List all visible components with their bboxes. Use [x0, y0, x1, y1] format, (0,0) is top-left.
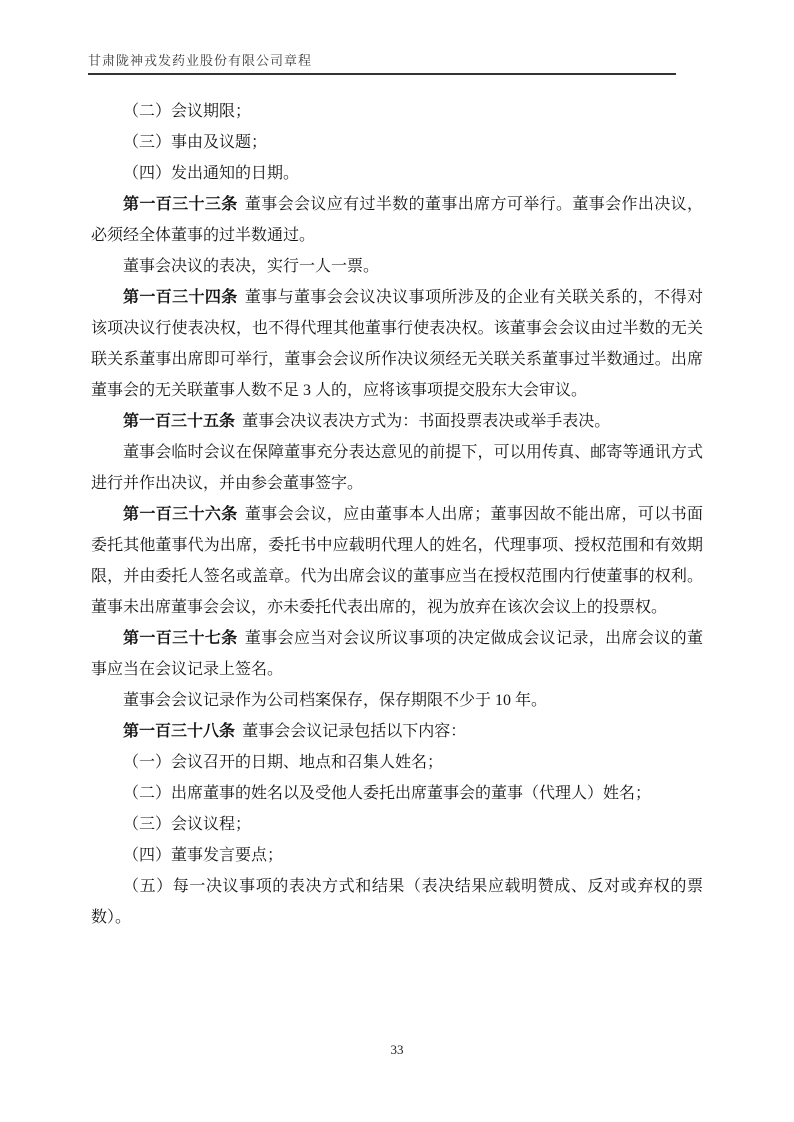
paragraph-text: （三）会议议程； [123, 816, 252, 833]
article-number: 第一百三十七条 [123, 630, 238, 647]
paragraph [91, 716, 703, 747]
paragraph-text: 董事会会议记录包括以下内容： [242, 723, 467, 740]
paragraph-text: （一）会议召开的日期、地点和召集人姓名； [123, 754, 444, 771]
paragraph-text: 董事与董事会会议决议事项所涉及的企业有关联关系的，不得对该项决议行使表决权，也不得代理其他董事行使表决权。该董事会会议由过半数的无关联关系董事出席即可举行，董事会会议所作决议须经无关联关系董事过半数通过。出席董事会的无关联董事人数不足 3 人的，应将该事项提交股东大会审议。 [91, 289, 703, 399]
paragraph [91, 747, 703, 778]
paragraph [91, 158, 703, 189]
paragraph-text: （四）发出通知的日期。 [123, 165, 300, 182]
paragraph [91, 127, 703, 158]
paragraph [91, 406, 703, 437]
paragraph [91, 499, 703, 623]
page-number: 33 [390, 1042, 404, 1057]
paragraph [91, 623, 703, 685]
paragraph [91, 251, 703, 282]
paragraph [91, 840, 703, 871]
article-number: 第一百三十三条 [123, 196, 238, 213]
article-number: 第一百三十五条 [123, 413, 236, 430]
paragraph [91, 437, 703, 499]
article-number: 第一百三十四条 [123, 289, 238, 306]
paragraph-text: 董事会会议，应由董事本人出席；董事因故不能出席，可以书面委托其他董事代为出席，委托书中应载明代理人的姓名，代理事项、授权范围和有效期限，并由委托人签名或盖章。代为出席会议的董事应当在授权范围内行使董事的权利。董事未出席董事会会议，亦未委托代表出席的，视为放弃在该次会议上的投票权。 [91, 506, 703, 616]
article-number: 第一百三十八条 [123, 723, 236, 740]
paragraph-text: 董事会决议的表决，实行一人一票。 [123, 258, 380, 275]
paragraph-text: （三）事由及议题； [123, 134, 268, 151]
paragraph [91, 282, 703, 406]
paragraph-text: 董事会会议记录作为公司档案保存，保存期限不少于 10 年。 [123, 692, 548, 709]
paragraph [91, 871, 703, 933]
paragraph [91, 189, 703, 251]
document-body [91, 96, 703, 933]
paragraph [91, 778, 703, 809]
paragraph-text: （二）会议期限； [123, 103, 252, 120]
paragraph [91, 685, 703, 716]
paragraph-text: （四）董事发言要点； [123, 847, 284, 864]
paragraph [91, 809, 703, 840]
paragraph-text: （二）出席董事的姓名以及受他人委托出席董事会的董事（代理人）姓名； [123, 785, 652, 802]
page-footer [0, 1041, 794, 1059]
paragraph-text: 董事会会议应有过半数的董事出席方可举行。董事会作出决议，必须经全体董事的过半数通过。 [91, 196, 703, 244]
paragraph-text: 董事会临时会议在保障董事充分表达意见的前提下，可以用传真、邮寄等通讯方式进行并作出决议，并由参会董事签字。 [91, 444, 703, 492]
header-title: 甘肃陇神戎发药业股份有限公司章程 [88, 53, 313, 68]
paragraph-text: 董事会决议表决方式为：书面投票表决或举手表决。 [242, 413, 611, 430]
page-header [88, 50, 676, 75]
article-number: 第一百三十六条 [123, 506, 238, 523]
paragraph-text: （五）每一决议事项的表决方式和结果（表决结果应载明赞成、反对或弃权的票数）。 [91, 878, 703, 926]
paragraph-text: 董事会应当对会议所议事项的决定做成会议记录，出席会议的董事应当在会议记录上签名。 [91, 630, 703, 678]
paragraph [91, 96, 703, 127]
